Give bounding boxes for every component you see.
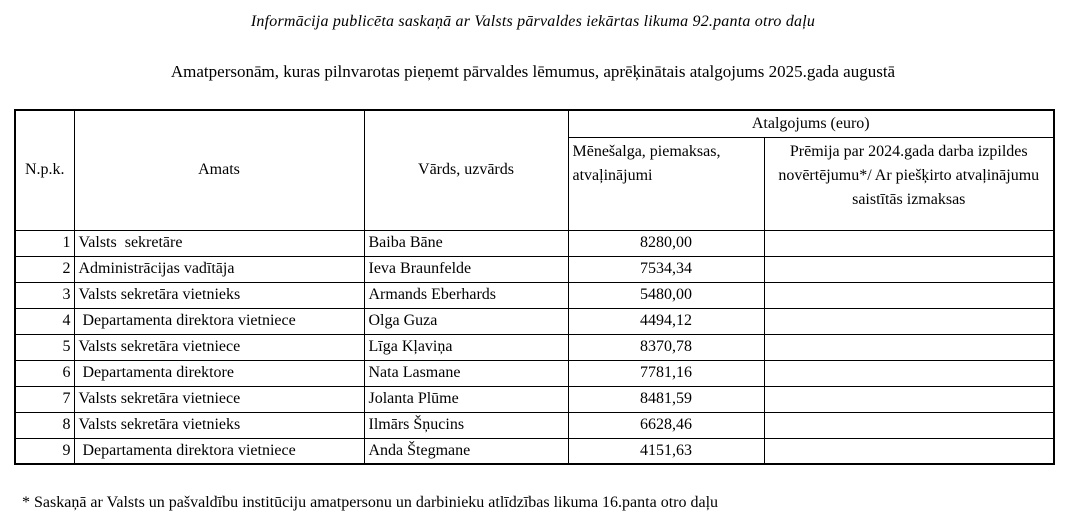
vards-cell: Jolanta Plūme — [364, 386, 568, 412]
vards-cell: Līga Kļaviņa — [364, 334, 568, 360]
vards-cell: Olga Guza — [364, 308, 568, 334]
premija-cell — [764, 256, 1054, 282]
premija-cell — [764, 386, 1054, 412]
header-premija: Prēmija par 2024.gada darba izpildes novērtējumu*/ Ar piešķirto atvaļinājumu saistītās izmaksas — [764, 137, 1054, 230]
header-atalgojums-group: Atalgojums (euro) — [568, 110, 1054, 137]
amats-cell: Valsts sekretāre — [74, 230, 364, 256]
premija-cell — [764, 334, 1054, 360]
menesalga-cell: 8280,00 — [568, 230, 764, 256]
npk-cell: 3 — [15, 282, 74, 308]
salary-table-body — [15, 230, 1054, 464]
amats-cell: Departamenta direktora vietniece — [74, 438, 364, 464]
premija-cell — [764, 230, 1054, 256]
vards-cell: Nata Lasmane — [364, 360, 568, 386]
vards-cell: Baiba Bāne — [364, 230, 568, 256]
header-vards-uzvards: Vārds, uzvārds — [364, 110, 568, 230]
header-amats: Amats — [74, 110, 364, 230]
table-row — [15, 334, 1054, 360]
menesalga-cell: 5480,00 — [568, 282, 764, 308]
table-row — [15, 386, 1054, 412]
header-npk: N.p.k. — [15, 110, 74, 230]
npk-cell: 1 — [15, 230, 74, 256]
npk-cell: 7 — [15, 386, 74, 412]
npk-cell: 6 — [15, 360, 74, 386]
table-row — [15, 308, 1054, 334]
amats-cell: Valsts sekretāra vietnieks — [74, 282, 364, 308]
premija-cell — [764, 438, 1054, 464]
premija-cell — [764, 308, 1054, 334]
menesalga-cell: 7781,16 — [568, 360, 764, 386]
npk-cell: 8 — [15, 412, 74, 438]
table-row — [15, 438, 1054, 464]
header-menesalga: Mēnešalga, piemaksas, atvaļinājumi — [568, 137, 764, 230]
document-subtitle: Amatpersonām, kuras pilnvarotas pieņemt pārvaldes lēmumus, aprēķinātais atalgojums 2025.gada augustā — [170, 62, 896, 81]
menesalga-cell: 4494,12 — [568, 308, 764, 334]
table-row — [15, 282, 1054, 308]
npk-cell: 2 — [15, 256, 74, 282]
premija-cell — [764, 282, 1054, 308]
table-row — [15, 360, 1054, 386]
amats-cell: Valsts sekretāra vietniece — [74, 334, 364, 360]
menesalga-cell: 8370,78 — [568, 334, 764, 360]
npk-cell: 4 — [15, 308, 74, 334]
document-title: Informācija publicēta saskaņā ar Valsts pārvaldes iekārtas likuma 92.panta otro daļu — [250, 13, 816, 30]
table-row — [15, 256, 1054, 282]
menesalga-cell: 8481,59 — [568, 386, 764, 412]
npk-cell: 5 — [15, 334, 74, 360]
amats-cell: Valsts sekretāra vietnieks — [74, 412, 364, 438]
vards-cell: Ilmārs Šņucins — [364, 412, 568, 438]
vards-cell: Ieva Braunfelde — [364, 256, 568, 282]
vards-cell: Armands Eberhards — [364, 282, 568, 308]
amats-cell: Departamenta direktore — [74, 360, 364, 386]
footnote: * Saskaņā ar Valsts un pašvaldību institūciju amatpersonu un darbinieku atlīdzības likuma 16.panta otro daļu — [22, 494, 719, 511]
premija-cell — [764, 360, 1054, 386]
vards-cell: Anda Štegmane — [364, 438, 568, 464]
menesalga-cell: 7534,34 — [568, 256, 764, 282]
table-row — [15, 230, 1054, 256]
amats-cell: Valsts sekretāra vietniece — [74, 386, 364, 412]
salary-table-header — [15, 110, 1054, 230]
table-row — [15, 412, 1054, 438]
amats-cell: Departamenta direktora vietniece — [74, 308, 364, 334]
salary-table — [14, 109, 1055, 465]
premija-cell — [764, 412, 1054, 438]
npk-cell: 9 — [15, 438, 74, 464]
amats-cell: Administrācijas vadītāja — [74, 256, 364, 282]
menesalga-cell: 6628,46 — [568, 412, 764, 438]
menesalga-cell: 4151,63 — [568, 438, 764, 464]
